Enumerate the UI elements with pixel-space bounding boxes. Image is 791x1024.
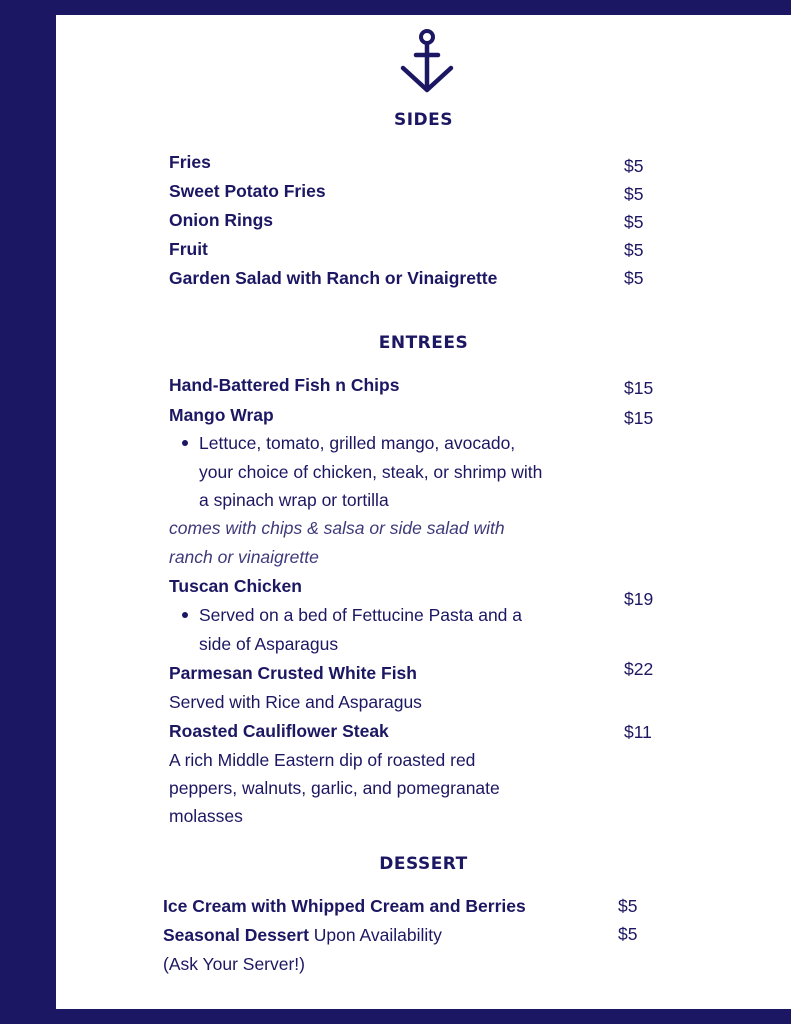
- seasonal-dessert-detail: Upon Availability: [308, 925, 442, 945]
- mango-wrap-name: Mango Wrap: [169, 405, 274, 425]
- bullet-dot: [182, 440, 188, 446]
- parmesan-fish-description: Served with Rice and Asparagus: [169, 692, 422, 712]
- seasonal-dessert-note: (Ask Your Server!): [163, 954, 305, 974]
- fish-chips-name: Hand-Battered Fish n Chips: [169, 375, 400, 395]
- cauliflower-steak-description-line: A rich Middle Eastern dip of roasted red: [169, 750, 476, 770]
- dessert-heading: DESSERT: [379, 854, 468, 874]
- tuscan-chicken-name: Tuscan Chicken: [169, 576, 302, 596]
- side-item-name: Fruit: [169, 239, 208, 259]
- mango-wrap-description-line: Lettuce, tomato, grilled mango, avocado,: [199, 433, 516, 453]
- seasonal-dessert-name: Seasonal Dessert: [163, 925, 309, 945]
- mango-wrap-note-line: comes with chips & salsa or side salad with: [169, 518, 505, 538]
- cauliflower-steak-name: Roasted Cauliflower Steak: [169, 721, 389, 741]
- parmesan-fish-name: Parmesan Crusted White Fish: [169, 663, 417, 683]
- side-item-price: $5: [624, 156, 644, 176]
- side-item-name: Sweet Potato Fries: [169, 181, 326, 201]
- fish-chips-price: $15: [624, 378, 654, 398]
- side-item-name: Fries: [169, 152, 211, 172]
- side-item-name: Garden Salad with Ranch or Vinaigrette: [169, 268, 498, 288]
- mango-wrap-description-line: your choice of chicken, steak, or shrimp with: [199, 462, 543, 482]
- side-item-price: $5: [624, 268, 644, 288]
- ice-cream-price: $5: [618, 896, 638, 916]
- side-item-price: $5: [624, 240, 644, 260]
- tuscan-chicken-description-line: side of Asparagus: [199, 634, 339, 654]
- tuscan-chicken-description-line: Served on a bed of Fettucine Pasta and a: [199, 605, 522, 625]
- menu-page: [56, 15, 791, 1009]
- cauliflower-steak-price: $11: [624, 722, 652, 742]
- bullet-dot: [182, 612, 188, 618]
- side-item-name: Onion Rings: [169, 210, 274, 230]
- side-item-price: $5: [624, 184, 644, 204]
- mango-wrap-description-line: a spinach wrap or tortilla: [199, 490, 389, 510]
- seasonal-dessert-line: [163, 924, 442, 946]
- sides-heading: SIDES: [393, 110, 454, 130]
- mango-wrap-price: $15: [624, 408, 654, 428]
- side-item-price: $5: [624, 212, 644, 232]
- seasonal-dessert-price: $5: [618, 924, 638, 944]
- cauliflower-steak-description-line: molasses: [169, 806, 243, 826]
- cauliflower-steak-description-line: peppers, walnuts, garlic, and pomegranate: [169, 778, 500, 798]
- ice-cream-name: Ice Cream with Whipped Cream and Berries: [163, 896, 526, 916]
- tuscan-chicken-price: $19: [624, 589, 654, 609]
- mango-wrap-note-line: ranch or vinaigrette: [169, 547, 319, 567]
- anchor-icon: [398, 28, 456, 96]
- entrees-heading: ENTREES: [378, 333, 469, 353]
- parmesan-fish-price: $22: [624, 659, 654, 679]
